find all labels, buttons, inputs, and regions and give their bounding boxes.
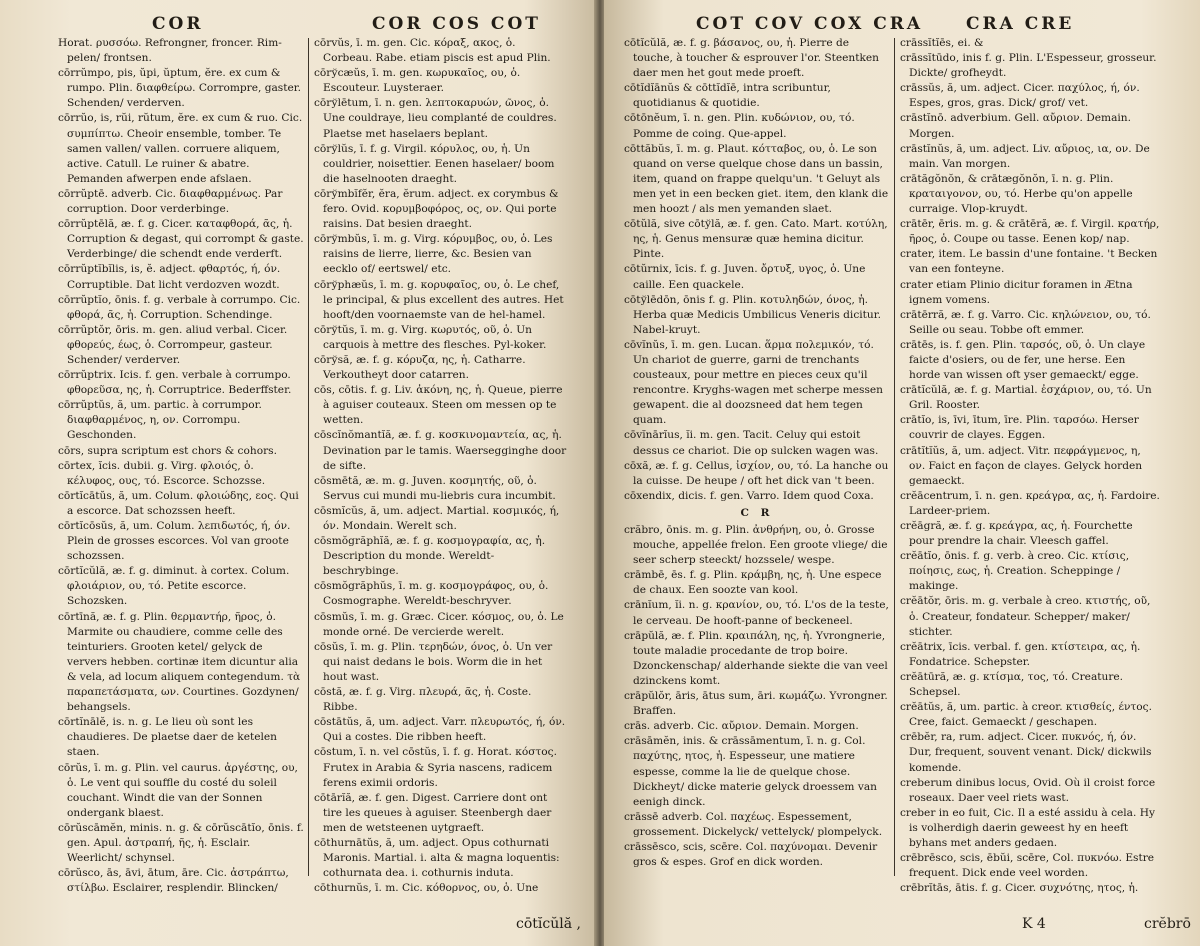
dictionary-entry: Horat. ρυσσόω. Refrongner, froncer. Rim-pelen/ frontsen. bbox=[58, 37, 282, 65]
dictionary-entry: cōtārĭă, æ. f. gen. Digest. Carriere dont ont tire les queues à aguiser. Steenbergh daer men de wetsteenen uytgraeft. bbox=[314, 791, 552, 834]
dictionary-entry: crāstĭnŭs, ă, um. adject. Liv. αὔριος, ια, ον. De main. Van morgen. bbox=[900, 142, 1150, 170]
dictionary-entry: cōthurnŭs, ī. m. Cic. κόθορνος, ου, ὁ. Une bbox=[314, 882, 539, 895]
dictionary-entry: cōrўmbĭfĕr, ĕra, ĕrum. adject. ex corymbus & fero. Ovid. κορυμβοφόρος, ος, ον. Qui porte raisins. Dat besien draeght. bbox=[314, 187, 559, 231]
dictionary-entry: crēbrēsco, scis, ēbŭi, scēre, Col. πυκνόω. Estre frequent. Dick ende veel worden. bbox=[900, 852, 1155, 880]
dictionary-entry: creberum dinibus locus, Ovid. Où il croist force roseaux. Daer veel riets wast. bbox=[900, 776, 1156, 804]
dictionary-entry: cōthurnātŭs, ă, um. adject. Opus cothurnati Maronis. Martial. i. alta & magna loquentis: cothurnata dea. i. cothurnis induta. bbox=[314, 836, 560, 880]
dictionary-entry: cōrўcæŭs, ī. m. gen. κωρυκαῖος, ου, ὁ. Escouteur. Luysteraer. bbox=[314, 67, 521, 95]
dictionary-entry: crăbro, ōnis. m. g. Plin. ἀνθρήνη, ου, ὁ. Grosse mouche, appellée frelon. Een groote vliege/ die seer scherp steeckt/ hozssele/ wespe. bbox=[624, 524, 888, 567]
dictionary-entry: crātĭo, is, īvi, ītum, īre. Plin. ταρσόω. Herser couvrir de clayes. Eggen. bbox=[900, 414, 1139, 442]
dictionary-entry: cōrrŭptē. adverb. Cic. διαφθαρμένως. Par corruption. Door verderbinge. bbox=[58, 187, 283, 216]
dictionary-entry: cōrўtŭs, ī. m. g. Virg. κωρυτός, οῦ, ὁ. Un carquois à mettre des flesches. Pyl-koker. bbox=[314, 323, 547, 351]
dictionary-entry: cōrtex, ĭcis. dubii. g. Virg. φλοιός, ὁ. κέλυφος, ους, τό. Escorce. Schozsse. bbox=[58, 459, 266, 487]
dictionary-entry: crātēs, is. f. gen. Plin. ταρσός, οῦ, ὁ. Un claye faicte d'osiers, ou de fer, une herse. Een horde van wissen oft yser gemaeckt/ egge. bbox=[900, 338, 1146, 382]
dictionary-entry: cōtўlēdōn, ōnis f. g. Plin. κοτυληδών, όνος, ἡ. Herba quæ Medicis Umbilicus Veneris dicitur. Nabel-kruyt. bbox=[624, 293, 881, 336]
dictionary-entry: cōrrŭptrix. Icis. f. gen. verbale à corrumpo. φθορεῦσα, ης, ἡ. Corruptrice. Bederffster. bbox=[58, 369, 292, 397]
dictionary-entry: cōs, cōtis. f. g. Liv. ἀκόνη, ης, ἡ. Queue, pierre à aguiser couteaux. Steen om messen op te wetten. bbox=[314, 384, 563, 427]
dictionary-entry: crānĭum, ĭi. n. g. κρανίον, ου, τό. L'os de la teste, le cerveau. De hooft-panne of beckeneel. bbox=[624, 599, 889, 627]
dictionary-entry: crāpŭlă, æ. f. Plin. κραιπάλη, ης, ἡ. Yvrongnerie, toute maladie procedante de trop boire. Dzonckenschap/ alderhande siekte die van veel dzinckens komt. bbox=[624, 629, 888, 687]
dictionary-entry: cōvĭnārĭus, ĭi. m. gen. Tacit. Celuy qui estoit dessus ce chariot. Die op sulcken wagen was. bbox=[624, 429, 879, 457]
dictionary-entry: cōtŭlă, sive cōtўlă, æ. f. gen. Cato. Mart. κοτύλη, ης, ἡ. Genus mensuræ quæ hemina dicitur. Pinte. bbox=[624, 218, 888, 261]
dictionary-entry: cōrўphæŭs, ī. m. g. κορυφαῖος, ου, ὁ. Le chef, le principal, & plus excellent des autres. Het hooft/den voornaemste van de hel-hamel. bbox=[314, 278, 564, 321]
dictionary-entry: cōsmētă, æ. m. g. Juven. κοσμητής, οῦ, ὁ. Servus cui mundi mu-liebris cura incumbit. bbox=[314, 474, 556, 502]
dictionary-entry: cōrvŭs, ī. m. gen. Cic. κόραξ, ακος, ὁ. Corbeau. Rabe. etiam piscis est apud Plin. bbox=[314, 37, 551, 65]
dictionary-entry: crĕātŏr, ōris. m. g. verbale à creo. κτιστής, οῦ, ὁ. Createur, fondateur. Schepper/ maker/ stichter. bbox=[900, 595, 1151, 638]
right-page bbox=[604, 0, 1200, 946]
dictionary-entry: cōrўlŭs, ī. f. g. Virgil. κόρυλος, ου, ἡ. Un couldrier, noisettier. Eenen haselaer/ boom die haselnooten draeght. bbox=[314, 142, 555, 185]
dictionary-entry: crāssĭtūdo, inis f. g. Plin. L'Espesseur, grosseur. Dickte/ grofheydt. bbox=[900, 52, 1157, 80]
dictionary-entry: crater etiam Plinio dicitur foramen in Ætna ignem vomens. bbox=[900, 278, 1133, 306]
dictionary-entry: cōtĭcŭlă, æ. f. g. βάσανος, ου, ἡ. Pierre de touche, à toucher & esprouver l'or. Steentken daer men het gout mede proeft. bbox=[624, 37, 880, 80]
dictionary-entry: crāssē adverb. Col. παχέως. Espessement, grossement. Dickelyck/ vettelyck/ plompelyck. bbox=[624, 810, 883, 838]
dictionary-entry: crĕātŭs, ă, um. partic. à creor. κτισθείς, έντος. Cree, faict. Gemaeckt / geschapen. bbox=[900, 701, 1152, 729]
dictionary-entry: crās. adverb. Cic. αὔριον. Demain. Morgen. bbox=[624, 720, 859, 733]
catchword: crĕbrō bbox=[1144, 916, 1191, 932]
dictionary-entry: cōxă, æ. f. g. Cellus, ἰσχίον, ου, τό. La hanche ou la cuisse. De heupe / oft het dick van 't been. bbox=[624, 459, 889, 487]
left-page bbox=[0, 0, 596, 946]
dictionary-entry: crāpŭlŏr, āris, ātus sum, āri. κωμάζω. Yvrongner. Braffen. bbox=[624, 690, 888, 718]
catchword: cōtĭcŭlă , bbox=[516, 916, 581, 932]
left-page-header-right: COR COS COT bbox=[372, 14, 541, 34]
dictionary-entry: cōrtĭcŭlă, æ. f. g. diminut. à cortex. Colum. φλοιάριον, ου, τό. Petite escorce. Schozsken. bbox=[58, 565, 290, 608]
dictionary-entry: cōrtĭcātŭs, ă, um. Colum. φλοιώδης, εος. Qui a escorce. Dat schozssen heeft. bbox=[58, 489, 299, 517]
dictionary-entry: crĕāgră, æ. f. g. κρεάγρα, ας, ἡ. Fourchette pour prendre la chair. Vleesch gaffel. bbox=[900, 520, 1133, 548]
dictionary-entry: cōstātŭs, ă, um. adject. Varr. πλευρωτός, ή, όν. Qui a costes. Die ribben heeft. bbox=[314, 716, 566, 744]
dictionary-entry: cōsmŏgrăphĭă, æ. f. g. κοσμογραφία, ας, ἡ. Description du monde. Wereldt-beschrybinge. bbox=[314, 535, 546, 578]
dictionary-entry: cōrŭscāmĕn, minis. n. g. & cōrŭscātĭo, ōnis. f. gen. Apul. ἀστραπή, ῆς, ἡ. Esclair. Weerlicht/ schynsel. bbox=[58, 821, 304, 865]
dictionary-entry: crāssĭtĭēs, ei. & bbox=[900, 37, 984, 49]
dictionary-entry: cōrŭs, ī. m. g. Plin. vel caurus. ἀργέστης, ου, ὁ. Le vent qui souffle du costé du soleil couchant. Windt die van der Sonnen ondergank blaest. bbox=[58, 761, 298, 819]
dictionary-entry: cōsmĭcŭs, ă, um. adject. Martial. κοσμικός, ή, όν. Mondain. Werelt sch. bbox=[314, 504, 560, 532]
section-heading: C R bbox=[740, 506, 774, 519]
dictionary-entry: crĕācentrum, ī. n. gen. κρεάγρα, ας, ἡ. Fardoire. Lardeer-priem. bbox=[900, 489, 1160, 517]
dictionary-entry: crātĭtĭŭs, ă, um. adject. Vitr. πεφράγμενος, η, ον. Faict en façon de clayes. Gelyck horden gemaeckt. bbox=[900, 444, 1143, 487]
right-page-header-left: COT COV COX CRA bbox=[696, 14, 924, 34]
dictionary-entry: crāssŭs, ă, um. adject. Cicer. παχύλος, ή, όν. Espes, gros, gras. Dick/ grof/ vet. bbox=[900, 82, 1140, 110]
dictionary-entry: cōsmŏgrăphŭs, ī. m. g. κοσμογράφος, ου, ὁ. Cosmographe. Wereldt-beschryver. bbox=[314, 580, 549, 608]
dictionary-entry: crāstĭnō. adverbium. Gell. αὔριον. Demain. Morgen. bbox=[900, 112, 1131, 140]
dictionary-entry: cōrs, supra scriptum est chors & cohors. bbox=[58, 444, 277, 457]
signature-mark: K 4 bbox=[1022, 916, 1046, 932]
dictionary-entry: cōrtĭnālĕ, is. n. g. Le lieu où sont les chaudieres. De plaetse daer de ketelen staen. bbox=[58, 716, 277, 759]
dictionary-entry: cōsŭs, ī. m. g. Plin. τερηδών, όνος, ὁ. Un ver qui naist dedans le bois. Worm die in het hout wast. bbox=[314, 640, 553, 683]
dictionary-entry: crĕātrix, īcis. verbal. f. gen. κτίστειρα, ας, ἡ. Fondatrice. Schepster. bbox=[900, 640, 1141, 668]
dictionary-entry: cōscĭnŏmantĭă, æ. f. g. κοσκινομαντεία, ας, ἡ. Devination par le tamis. Waersegginghe door de sifte. bbox=[314, 429, 567, 472]
dictionary-entry: crātērră, æ. f. g. Varro. Cic. κηλώνειον, ου, τό. Seille ou seau. Tobbe oft emmer. bbox=[900, 308, 1151, 336]
dictionary-entry: cōrrŭptēlă, æ. f. g. Cicer. καταφθορά, ᾶς, ἡ. Corruption & degast, qui corrompt & gaste. Verderbinge/ die schendt ende verderft. bbox=[58, 218, 304, 261]
column-rule bbox=[308, 38, 309, 876]
dictionary-column-3 bbox=[624, 36, 890, 898]
dictionary-entry: crāsāmĕn, inis. & crāssāmentum, ī. n. g. Col. παχύτης, ητος, ἡ. Espesseur, une matiere espesse, comme la lie de quelque chose. Dickheyt/ dicke materie gelyck droessem van eenigh dinck. bbox=[624, 735, 877, 808]
dictionary-entry: cōrўmbŭs, ī. m. g. Virg. κόρυμβος, ου, ὁ. Les raisins de lierre, lierre, &c. Besien van eecklo of/ eertswel/ etc. bbox=[314, 233, 553, 276]
dictionary-column-4 bbox=[900, 36, 1160, 898]
dictionary-entry: crātĭcŭlă, æ. f. g. Martial. ἐσχάριον, ου, τό. Un Gril. Rooster. bbox=[900, 384, 1152, 412]
dictionary-entry: cōtŭrnix, īcis. f. g. Juven. ὄρτυξ, υγος, ὁ. Une caille. Een quackele. bbox=[624, 263, 866, 291]
dictionary-entry: cōrўlētum, ī. n. gen. λεπτοκαρυών, ῶνος, ὁ. Une couldraye, lieu complanté de couldres. Plaetse met haselaers beplant. bbox=[314, 97, 557, 140]
dictionary-entry: cōtĭdĭānŭs & cōttĭdĭē, intra scribuntur, quotidianus & quotidie. bbox=[624, 82, 831, 110]
right-page-header-right: CRA CRE bbox=[966, 14, 1075, 34]
dictionary-entry: cōrrŭmpo, pis, ŭpi, ŭptum, ĕre. ex cum & rumpo. Plin. διαφθείρω. Corrompre, gaster. Schenden/ verderven. bbox=[58, 67, 302, 110]
dictionary-entry: cōstum, ī. n. vel cōstŭs, ī. f. g. Horat. κόστος. Frutex in Arabia & Syria nascens, radicem ferens eximii ordoris. bbox=[314, 746, 557, 789]
dictionary-entry: crāssēsco, scis, scēre. Col. παχύνομαι. Devenir gros & espes. Grof en dick worden. bbox=[624, 840, 878, 869]
dictionary-entry: cōrrŭo, is, rŭi, rŭtum, ĕre. ex cum & ruo. Cic. συμπίπτω. Cheoir ensemble, tomber. Te samen vallen/ vallen. corruere aliquem, active. Catull. Le ruiner & abatre. Pemanden afwerpen ende afslaen. bbox=[58, 112, 303, 185]
dictionary-entry: cōrtĭcōsŭs, ă, um. Colum. λεπιδωτός, ή, όν. Plein de grosses escorces. Vol van groote schozssen. bbox=[58, 520, 291, 563]
dictionary-entry: crātăgŏnŏn, & crātægŏnŏn, ī. n. g. Plin. κραταιγονον, ου, τό. Herbe qu'on appelle curraige. Vlop-kruydt. bbox=[900, 172, 1133, 216]
dictionary-entry: cōrўsă, æ. f. g. κόρυζα, ης, ἡ. Catharre. Verkoutheyt door catarren. bbox=[314, 353, 526, 382]
dictionary-entry: cōrrŭptĭo, ōnis. f. g. verbale à corrumpo. Cic. φθορά, ᾶς, ἡ. Corruption. Schendinge. bbox=[58, 293, 301, 321]
dictionary-column-2 bbox=[314, 36, 568, 898]
dictionary-entry: crater, item. Le bassin d'une fontaine. 't Becken van een fonteyne. bbox=[900, 248, 1158, 276]
dictionary-entry: crēbrĭtās, ātis. f. g. Cicer. συχνότης, ητος, ἡ. bbox=[900, 882, 1139, 895]
dictionary-entry: cōrrŭptŏr, ōris. m. gen. aliud verbal. Cicer. φθορεύς, έως, ὁ. Corrompeur, gasteur. Schender/ verderver. bbox=[58, 323, 288, 366]
dictionary-entry: crĕātĭo, ōnis. f. g. verb. à creo. Cic. κτίσις, ποίησις, εως, ἡ. Creation. Scheppinge / makinge. bbox=[900, 550, 1130, 593]
dictionary-entry: crātēr, ēris. m. g. & crātēră, æ. f. Virgil. κρατήρ, ῆρος, ὁ. Coupe ou tasse. Eenen kop/ nap. bbox=[900, 218, 1160, 246]
dictionary-entry: cōsmŭs, ī. m. g. Græc. Cicer. κόσμος, ου, ὁ. Le monde orné. De vercierde werelt. bbox=[314, 610, 564, 638]
column-rule bbox=[894, 38, 895, 876]
dictionary-entry: crēbĕr, ra, rum. adject. Cicer. πυκνός, ή, όν. Dur, frequent, souvent venant. Dick/ dickwils komende. bbox=[900, 731, 1152, 774]
dictionary-entry: cōvĭnŭs, ī. m. gen. Lucan. ἅρμα πολεμικόν, τό. Un chariot de guerre, garni de trenchants cousteaux, pour mettre en pieces ceux qu'il rencontre. Kryghs-wagen met scherpe messen gewapent. die al doozsneed dat hem tegen quam. bbox=[624, 338, 883, 427]
dictionary-entry: cōrrŭptĭbĭlis, is, ĕ. adject. φθαρτός, ή, όν. Corruptible. Dat licht verdozven wozdt. bbox=[58, 263, 281, 291]
dictionary-entry: cōxendix, dicis. f. gen. Varro. Idem quod Coxa. bbox=[624, 489, 874, 502]
dictionary-entry: crāmbē, ēs. f. g. Plin. κράμβη, ης, ἡ. Une espece de chaux. Een soozte van kool. bbox=[624, 569, 882, 597]
dictionary-entry: cōtōnĕum, ī. n. gen. Plin. κυδώνιον, ου, τό. Pomme de coing. Que-appel. bbox=[624, 112, 855, 140]
dictionary-entry: creber in eo fuit, Cic. Il a esté assidu à cela. Hy is volherdigh daerin geweest hy en heeft byhans met anders gedaen. bbox=[900, 806, 1155, 849]
dictionary-entry: crĕātūră, æ. g. κτίσμα, τος, τό. Creature. Schepsel. bbox=[900, 670, 1124, 699]
dictionary-entry: cōttăbŭs, ī. m. g. Plaut. κότταβος, ου, ὁ. Le son quand on verse quelque chose dans un bassin, item, quand on frappe quelqu'un. 't Geluyt als men yet in een becken giet. item, den klank die men hoozt / als men yemanden slaet. bbox=[624, 142, 889, 216]
dictionary-column-1 bbox=[58, 36, 304, 898]
dictionary-entry: cōstă, æ. f. g. Virg. πλευρά, ᾶς, ἡ. Coste. Ribbe. bbox=[314, 686, 532, 714]
dictionary-entry: cōrŭsco, ās, āvi, ātum, āre. Cic. ἀστράπτω, στίλβω. Esclairer, resplendir. Blincken/ bbox=[58, 867, 289, 895]
left-page-header-left: COR bbox=[152, 14, 204, 34]
dictionary-entry: cōrrŭptŭs, ă, um. partic. à corrumpor. διαφθαρμένος, η, ον. Corrompu. Geschonden. bbox=[58, 399, 262, 442]
dictionary-entry: cōrtīnă, æ. f. g. Plin. θερμαντήρ, ῆρος, ὁ. Marmite ou chaudiere, comme celle des teinturiers. Grooten ketel/ gelyck de ververs hebben. cortinæ item dicuntur alia & vela, ad locum aliquem contegendum. τὰ παραπετάσματα, ων. Courtines. Gozdynen/ behangsels. bbox=[58, 610, 301, 714]
